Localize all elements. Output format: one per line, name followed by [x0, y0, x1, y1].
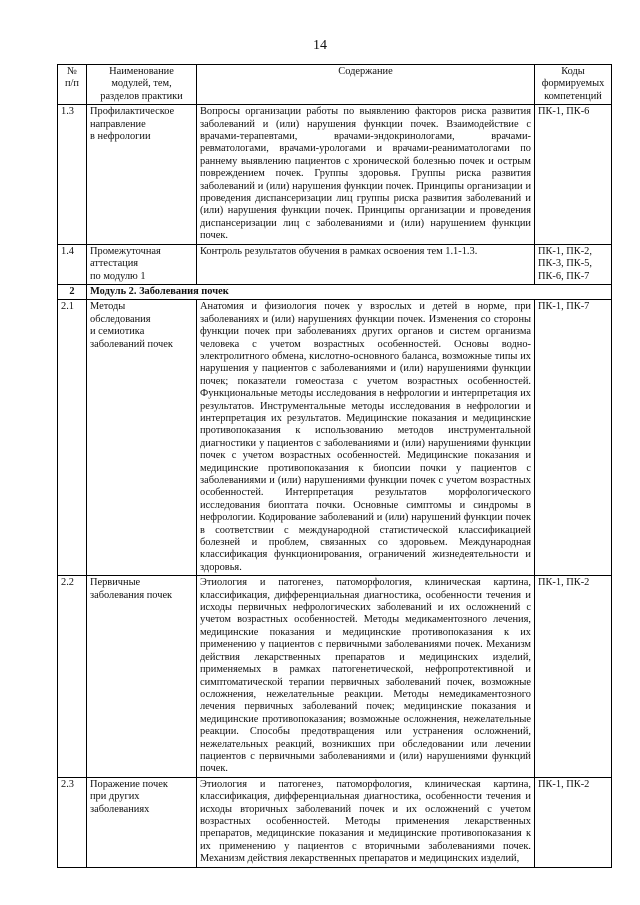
row-content: Вопросы организации работы по выявлению факторов риска развития заболеваний и (или) нарушения функции почек. Взаимодействие с врачами-терапевтами, врачами-эндокринологами, врачами-ревматологами, врачами-урологами и врачами-реаниматологами по раннему выявлению пациентов с хронической болезнью почек и острым повреждением почек. Группы здоровья. Группы риска развития заболеваний и (или) нарушения функции почек. Принципы организации и проведения диспансеризации лиц группы риска развития заболеваний и (или) нарушения функции почек. Принципы организации и проведения диспансеризации лиц с заболеваниями и (или) нарушением функции почек.: [197, 105, 535, 244]
module-row: [58, 284, 612, 299]
module-num: 2: [58, 284, 87, 299]
table-header-row: [58, 65, 612, 105]
page-number: 14: [313, 38, 327, 53]
row-codes: ПК-1, ПК-7: [535, 300, 612, 576]
table-row: [58, 244, 612, 284]
row-name: Поражение почек при других заболеваниях: [87, 777, 197, 867]
row-codes: ПК-1, ПК-2: [535, 576, 612, 778]
row-num: 2.3: [58, 777, 87, 867]
row-codes: ПК-1, ПК-6: [535, 105, 612, 244]
row-content: Этиология и патогенез, патоморфология, клиническая картина, классификация, дифференциальная диагностика, особенности течения и исходы первичных нефрологических заболеваний и их осложнений с учетом возрастных особенностей. Методы медикаментозного лечения, медицинские показания и медицинские противопоказания к их применению у пациентов с первичными заболеваниями почек. Механизм действия лекарственных препаратов и медицинских изделий, применяемых в рамках патогенетической, нефропротективной и симптоматической терапии первичных заболеваний почек, возможные осложнения, нежелательные реакции. Методы немедикаментозного лечения первичных заболеваний почек; медицинские показания и медицинские противопоказания; возможные осложнения, нежелательные реакции. Способы предотвращения или устранения осложнений, нежелательных реакций, возникших при обследовании или лечении пациентов с первичными заболеваниями и (или) нарушениями функций почек.: [197, 576, 535, 778]
row-content: Этиология и патогенез, патоморфология, клиническая картина, классификация, дифференциальная диагностика, особенности течения и исходы вторичных заболеваний почек и их осложнений с учетом возрастных особенностей. Методы применения лекарственных препаратов, медицинские показания и медицинские противопоказания к их применению у пациентов с вторичными заболеваниями почек. Механизм действия лекарственных препаратов и медицинских изделий,: [197, 777, 535, 867]
row-content: Анатомия и физиология почек у взрослых и детей в норме, при заболеваниях и (или) нарушениях функции почек. Изменения со стороны функции почек при заболеваниях других органов и систем организма человека с учетом возрастных особенностей. Основы водно-электролитного обмена, кислотно-основного баланса, возможные типы их нарушения у пациентов с заболеваниями и (или) нарушениями функции почек; показатели гомеостаза с учетом возрастных особенностей. Функциональные методы исследования в нефрологии и интерпретация их результатов. Инструментальные методы исследования в нефрологии и интерпретация их результатов. Медицинские показания и медицинские противопоказания к использованию методов инструментальной диагностики у пациентов с заболеваниями и (или) нарушениями функции почек с учетом возрастных особенностей. Медицинские показания и медицинские противопоказания к биопсии почки у пациентов с заболеваниями и (или) нарушениями функции почек с учетом возрастных особенностей. Интерпретация результатов морфологического исследования биоптата почки. Основные симптомы и синдромы в нефрологии. Кодирование заболеваний и (или) нарушений функции почек в соответствии с международной статистической классификацией болезней и проблем, связанных со здоровьем. Международная классификация функционирования, ограничений жизнедеятельности и здоровья.: [197, 300, 535, 576]
table-row: [58, 777, 612, 867]
row-name: Промежуточная аттестация по модулю 1: [87, 244, 197, 284]
row-codes: ПК-1, ПК-2: [535, 777, 612, 867]
row-num: 1.4: [58, 244, 87, 284]
table-row: [58, 576, 612, 778]
row-num: 2.1: [58, 300, 87, 576]
row-codes: ПК-1, ПК-2, ПК-3, ПК-5, ПК-6, ПК-7: [535, 244, 612, 284]
header-content: Содержание: [197, 65, 535, 105]
row-num: 2.2: [58, 576, 87, 778]
row-num: 1.3: [58, 105, 87, 244]
row-name: Методы обследования и семиотика заболеваний почек: [87, 300, 197, 576]
row-name: Первичные заболевания почек: [87, 576, 197, 778]
header-codes: Коды формируемых компетенций: [535, 65, 612, 105]
module-title: Модуль 2. Заболевания почек: [87, 284, 612, 299]
table-row: [58, 300, 612, 576]
table-row: [58, 105, 612, 244]
header-num: № п/п: [58, 65, 87, 105]
header-name: Наименование модулей, тем, разделов практики: [87, 65, 197, 105]
curriculum-table: [57, 64, 612, 868]
row-content: Контроль результатов обучения в рамках освоения тем 1.1-1.3.: [197, 244, 535, 284]
row-name: Профилактическое направление в нефрологии: [87, 105, 197, 244]
